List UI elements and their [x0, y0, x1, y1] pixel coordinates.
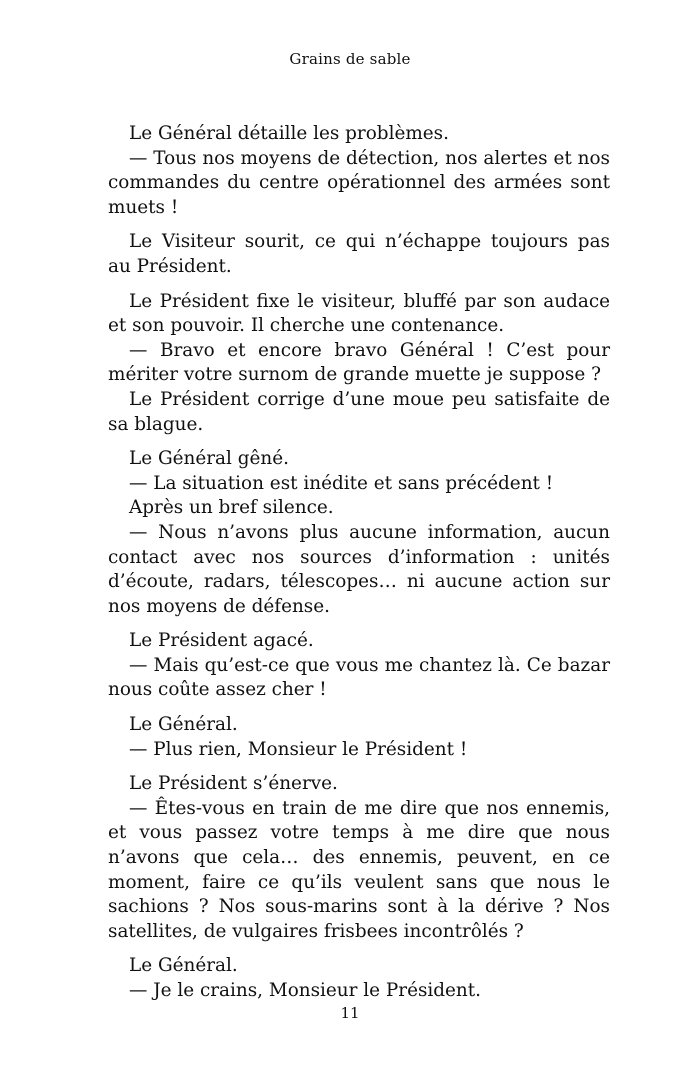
text-line: Après un bref silence. — [129, 497, 334, 519]
page-body — [108, 122, 610, 1014]
text-line: Le Général. — [129, 955, 238, 977]
paragraph — [108, 772, 610, 944]
page-number: 11 — [340, 1004, 360, 1022]
paragraph — [108, 122, 610, 220]
text-line: Le Président agacé. — [129, 630, 314, 652]
text-line: Le Général détaille les problèmes. — [129, 123, 449, 144]
text-line: — Nous n’avons plus aucune information, aucun contact avec nos sources d’information : unités d’écoute, radars, télescopes… ni aucune action sur nos moyens de défense. — [108, 521, 610, 617]
text-line: — Bravo et encore bravo Général ! C’est pour mériter votre surnom de grande muette je suppose ? — [108, 339, 610, 386]
paragraph — [108, 954, 610, 1003]
text-line: — Je le crains, Monsieur le Président. — [129, 980, 482, 1001]
paragraph — [108, 629, 610, 703]
text-line: — Mais qu’est-ce que vous me chantez là. Ce bazar nous coûte assez cher ! — [108, 654, 610, 701]
text-line: — Plus rien, Monsieur le Président ! — [129, 738, 468, 760]
text-line: Le Général. — [129, 714, 238, 736]
text-line: — Tous nos moyens de détection, nos alertes et nos commandes du centre opérationnel des armées sont muets ! — [108, 147, 610, 218]
paragraph — [108, 447, 610, 619]
running-header: Grains de sable — [289, 50, 411, 68]
text-line: — La situation est inédite et sans précédent ! — [129, 472, 554, 494]
paragraph — [108, 290, 610, 438]
text-line: Le Président corrige d’une moue peu satisfaite de sa blague. — [108, 388, 610, 435]
paragraph — [108, 230, 610, 279]
text-line: Le Visiteur sourit, ce qui n’échappe toujours pas au Président. — [108, 231, 610, 277]
paragraph — [108, 713, 610, 762]
text-line: — Êtes-vous en train de me dire que nos ennemis, et vous passez votre temps à me dire que nous n’avons que cela… des ennemis, peuvent, en ce moment, faire ce qu’ils veulent sans que nous le sachions ? Nos sous-marins sont à la dérive ? Nos satellites, de vulgaires frisbees incontrôlés ? — [108, 797, 610, 942]
text-line: Le Président s’énerve. — [129, 773, 338, 795]
text-line: Le Général gêné. — [129, 448, 289, 470]
text-line: Le Président fixe le visiteur, bluffé par son audace et son pouvoir. Il cherche une contenance. — [108, 290, 610, 337]
